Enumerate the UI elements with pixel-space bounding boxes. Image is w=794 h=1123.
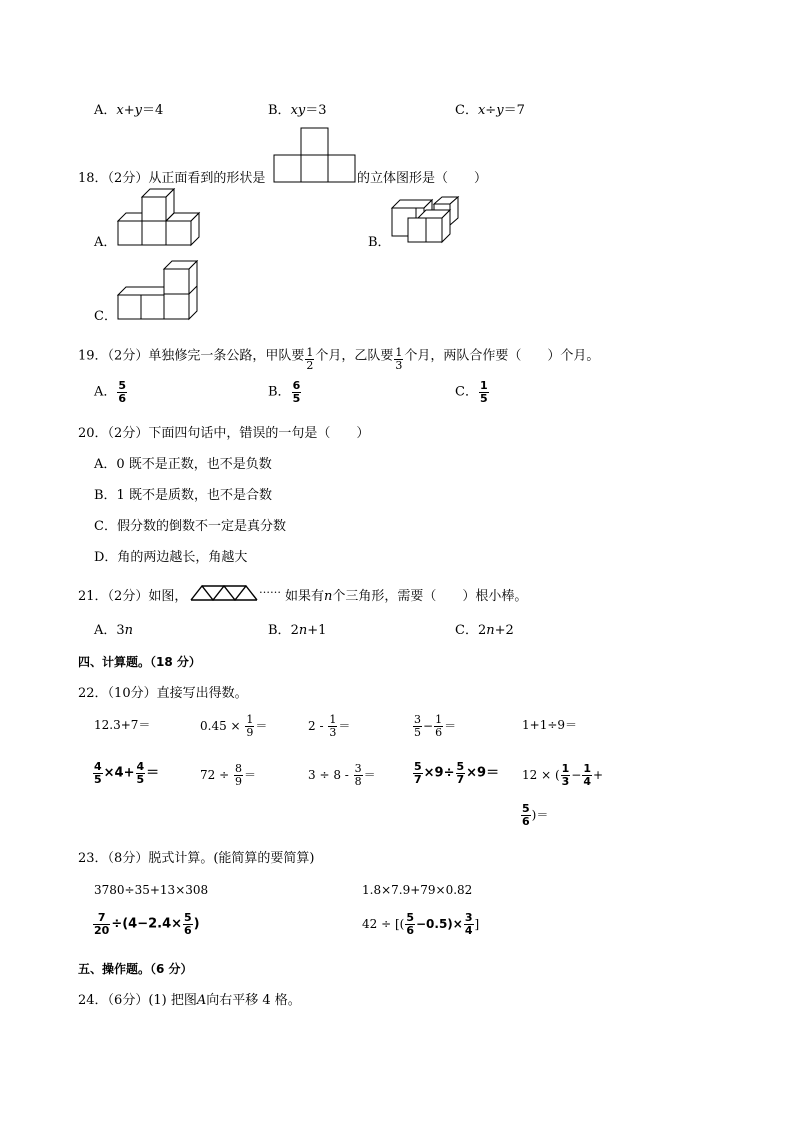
q21-stem-prefix: 21．（2分）如图， bbox=[78, 589, 188, 604]
q20-option-c: C．假分数的倒数不一定是真分数 bbox=[94, 519, 286, 534]
q18-option-c-figure bbox=[117, 260, 201, 322]
q20-stem: 20．（2分）下面四句话中，错误的一句是（ ） bbox=[78, 426, 370, 441]
q18-stem-prefix: 18．（2分）从正面看到的形状是 bbox=[78, 171, 266, 186]
q22-expr-2: 0.45 × $\frac{1}{9}$ ＝ bbox=[200, 713, 268, 739]
q17-option-c: C．x÷y＝7 bbox=[455, 103, 525, 118]
q21-option-b: B．2n+1 bbox=[268, 623, 327, 638]
q20-option-a: A．0 既不是正数，也不是负数 bbox=[94, 457, 272, 472]
q19-option-a: A． $\frac{5}{6}$ bbox=[94, 379, 127, 405]
q19-stem: 19．（2分）单独修完一条公路，甲队要 $\frac{1}{2}$ 个月，乙队要 $\frac{1}{3}$ 个月，两队合作要（ ）个月。 bbox=[78, 346, 600, 372]
q22-expr-10: 12 × ( $\frac{1}{3}$ − $\frac{1}{4}$ + bbox=[522, 762, 604, 788]
q17-option-a: A．x+y＝4 bbox=[94, 103, 164, 118]
q22-expr-6: $\frac{4}{5}$ ×4+ $\frac{4}{5}$ ＝ bbox=[94, 760, 160, 786]
q21-stem-suffix: 如果有n个三角形，需要（ ）根小棒。 bbox=[285, 589, 528, 604]
q22-expr-9: $\frac{5}{7}$ ×9÷ $\frac{5}{7}$ ×9＝ bbox=[414, 760, 500, 786]
q22-expr-1: 12.3+7＝ bbox=[94, 718, 151, 732]
q18-option-a-figure bbox=[117, 188, 201, 248]
q18-option-c-label: C． bbox=[94, 309, 117, 324]
q23-expr-1: 3780÷35+13×308 bbox=[94, 883, 209, 897]
section-5-title: 五、操作题。（6 分） bbox=[78, 962, 193, 976]
q22-expr-8: 3 ÷ 8 - $\frac{3}{8}$ ＝ bbox=[308, 762, 376, 788]
q18-option-b-label: B． bbox=[368, 235, 391, 250]
q21-option-c: C．2n+2 bbox=[455, 623, 514, 638]
q18-option-a-label: A． bbox=[94, 235, 117, 250]
q19-option-b: B． $\frac{6}{5}$ bbox=[268, 379, 301, 405]
q22-expr-3: 2 - $\frac{1}{3}$ ＝ bbox=[308, 713, 351, 739]
q21-ellipsis: …… bbox=[259, 583, 281, 596]
section-4-title: 四、计算题。（18 分） bbox=[78, 655, 201, 669]
q23-expr-2: 1.8×7.9+79×0.82 bbox=[362, 883, 473, 897]
q22-stem: 22．（10分）直接写出得数。 bbox=[78, 686, 248, 701]
q17-option-b: B．xy＝3 bbox=[268, 103, 327, 118]
q22-expr-10-cont: $\frac{5}{6}$ )＝ bbox=[522, 802, 549, 828]
q22-expr-5: 1+1÷9＝ bbox=[522, 718, 578, 732]
q22-expr-4: $\frac{3}{5}$ − $\frac{1}{6}$ ＝ bbox=[414, 713, 457, 739]
q23-stem: 23．（8分）脱式计算。(能简算的要简算) bbox=[78, 851, 315, 866]
q21-triangles-figure bbox=[190, 584, 258, 602]
q18-option-b-figure bbox=[390, 196, 462, 248]
q18-front-view-figure bbox=[273, 127, 357, 183]
q23-expr-3: $\frac{7}{20}$ ÷(4−2.4× $\frac{5}{6}$ ) bbox=[94, 911, 200, 937]
q24-stem: 24．（6分）(1) 把图A向右平移 4 格。 bbox=[78, 993, 301, 1008]
q23-expr-4: 42 ÷ [( $\frac{5}{6}$ −0.5)× $\frac{3}{4}$ ] bbox=[362, 911, 480, 937]
q21-option-a: A．3n bbox=[94, 623, 134, 638]
q22-expr-7: 72 ÷ $\frac{8}{9}$ ＝ bbox=[200, 762, 256, 788]
q20-option-d: D．角的两边越长，角越大 bbox=[94, 550, 248, 565]
q20-option-b: B．1 既不是质数，也不是合数 bbox=[94, 488, 272, 503]
q18-stem-suffix: 的立体图形是（ ） bbox=[357, 171, 488, 186]
q19-option-c: C． $\frac{1}{5}$ bbox=[455, 379, 488, 405]
